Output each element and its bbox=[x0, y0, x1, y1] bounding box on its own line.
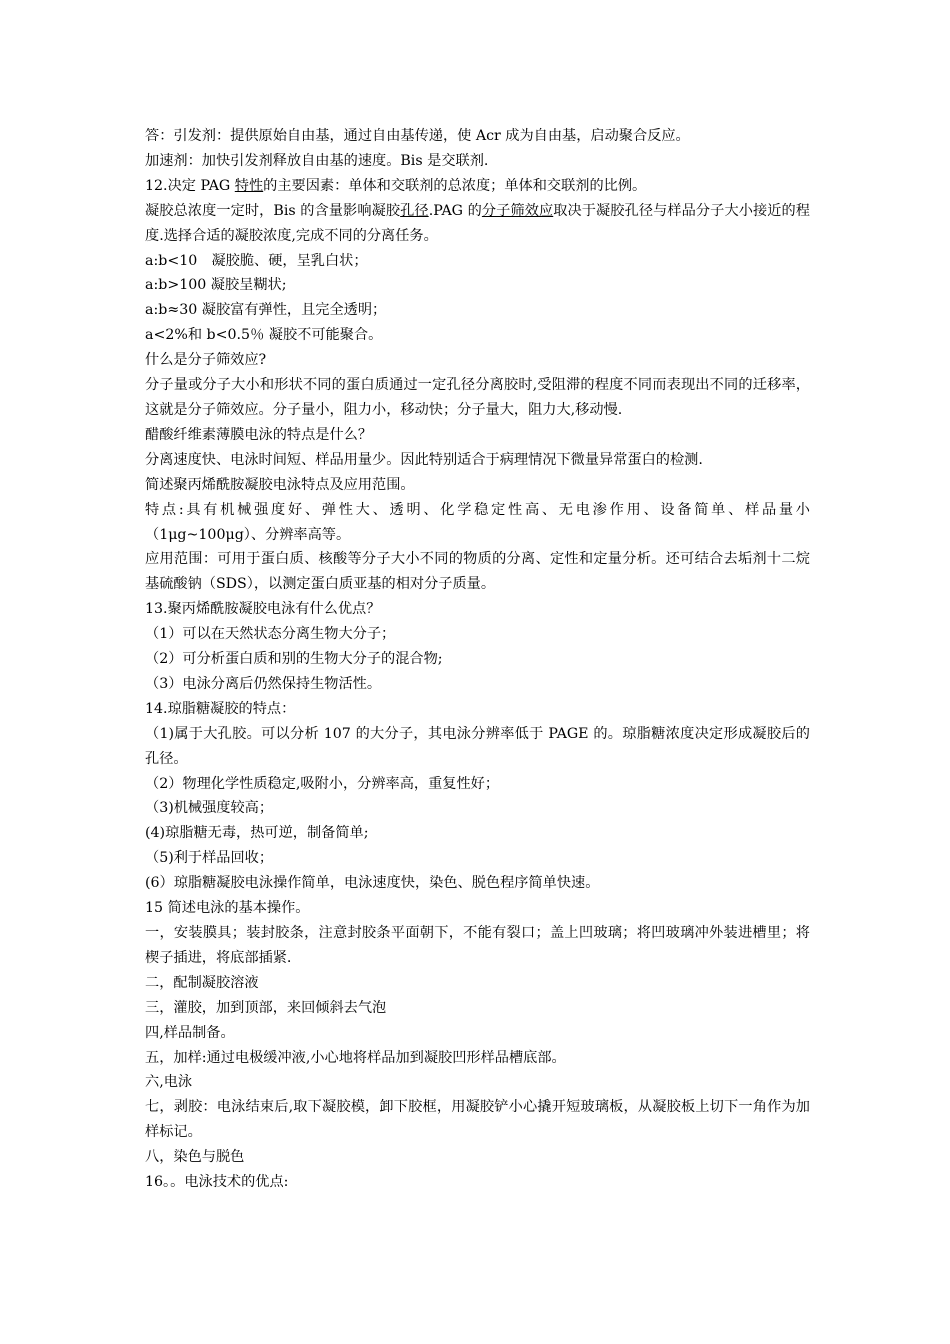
text-line: 答：引发剂：提供原始自由基，通过自由基传递，使 Acr 成为自由基，启动聚合反应。 bbox=[145, 128, 690, 144]
text-run: 12.决定 PAG bbox=[145, 177, 235, 194]
list-item: (4)琼脂糖无毒，热可逆，制备简单; bbox=[145, 825, 369, 842]
underlined-term: 分子筛效应 bbox=[481, 202, 554, 219]
list-item: （5)利于样品回收； bbox=[145, 850, 274, 867]
step-item: 六,电泳 bbox=[145, 1074, 193, 1091]
text-line: a:b>100 凝胶呈糊状; bbox=[145, 277, 287, 294]
step-item: 二，配制凝胶溶液 bbox=[145, 974, 259, 991]
list-item: （2）物理化学性质稳定,吸附小，分辨率高，重复性好； bbox=[145, 775, 500, 792]
text-paragraph: 特点:具有机械强度好、弹性大、透明、化学稳定性高、无电渗作用、设备简单、样品量小（1μg~100μg）、分辨率高等。 bbox=[145, 501, 810, 543]
step-item: 七，剥胶：电泳结束后,取下凝胶模，卸下胶框，用凝胶铲小心撬开短玻璃板，从凝胶板上切下一角作为加样标记。 bbox=[145, 1099, 810, 1141]
text-run: 的主要因素：单体和交联剂的总浓度；单体和交联剂的比例。 bbox=[263, 177, 647, 194]
question-heading: 13.聚丙烯酰胺凝胶电泳有什么优点？ bbox=[145, 601, 381, 618]
text-line: a:b<10 凝胶脆、硬，呈乳白状； bbox=[145, 252, 368, 269]
document-page bbox=[145, 124, 810, 1195]
question-heading: 醋酸纤维素薄膜电泳的特点是什么？ bbox=[145, 426, 373, 443]
question-heading: 简述聚丙烯酰胺凝胶电泳特点及应用范围。 bbox=[145, 476, 415, 493]
text-run: .PAG 的 bbox=[428, 202, 482, 219]
text-run: 凝胶总浓度一定时，Bis 的含量影响凝胶 bbox=[145, 202, 401, 219]
text-paragraph bbox=[145, 199, 810, 249]
text-run: 取决于凝胶孔径与样品分子大小接近的程度.选择合适的凝胶浓度,完成不同的分离任务。 bbox=[145, 202, 810, 244]
text-line bbox=[145, 174, 810, 199]
question-heading: 16。。电泳技术的优点: bbox=[145, 1174, 289, 1191]
text-line: 加速剂：加快引发剂释放自由基的速度。Bis 是交联剂. bbox=[145, 152, 489, 169]
list-item: （3)机械强度较高； bbox=[145, 800, 274, 817]
list-item: (6）琼脂糖凝胶电泳操作简单，电泳速度快，染色、脱色程序简单快速。 bbox=[145, 875, 600, 892]
text-paragraph: 应用范围：可用于蛋白质、核酸等分子大小不同的物质的分离、定性和定量分析。还可结合去垢剂十二烷基硫酸钠（SDS），以测定蛋白质亚基的相对分子质量。 bbox=[145, 551, 810, 593]
question-heading: 14.琼脂糖凝胶的特点： bbox=[145, 700, 296, 717]
list-item: （1)属于大孔胶。可以分析 107 的大分子，其电泳分辨率低于 PAGE 的。琼脂糖浓度决定形成凝胶后的孔径。 bbox=[145, 725, 810, 767]
question-heading: 15 简述电泳的基本操作。 bbox=[145, 900, 310, 917]
step-item: 四,样品制备。 bbox=[145, 1024, 235, 1041]
underlined-term: 特性 bbox=[234, 177, 264, 194]
underlined-term: 孔径 bbox=[400, 202, 429, 219]
text-paragraph: 分子量或分子大小和形状不同的蛋白质通过一定孔径分离胶时,受阻滞的程度不同而表现出不同的迁移率，这就是分子筛效应。分子量小，阻力小，移动快；分子量大，阻力大,移动慢. bbox=[145, 377, 810, 418]
step-item: 一，安装膜具；装封胶条，注意封胶条平面朝下，不能有裂口；盖上凹玻璃；将凹玻璃冲外装进槽里；将楔子插进，将底部插紧. bbox=[145, 925, 810, 966]
step-item: 八，染色与脱色 bbox=[145, 1149, 245, 1166]
text-line: 分离速度快、电泳时间短、样品用量少。因此特别适合于病理情况下微量异常蛋白的检测. bbox=[145, 451, 703, 468]
text-line: a:b≈30 凝胶富有弹性，且完全透明； bbox=[145, 302, 387, 319]
list-item: （2）可分析蛋白质和别的生物大分子的混合物; bbox=[145, 651, 443, 668]
step-item: 三，灌胶，加到顶部，来回倾斜去气泡 bbox=[145, 999, 387, 1016]
list-item: （1）可以在天然状态分离生物大分子； bbox=[145, 626, 396, 643]
text-line: a<2%和 b<0.5％ 凝胶不可能聚合。 bbox=[145, 327, 383, 344]
step-item: 五，加样:通过电极缓冲液,小心地将样品加到凝胶凹形样品槽底部。 bbox=[145, 1049, 566, 1066]
list-item: （3）电泳分离后仍然保持生物活性。 bbox=[145, 675, 382, 692]
question-heading: 什么是分子筛效应? bbox=[145, 352, 267, 369]
